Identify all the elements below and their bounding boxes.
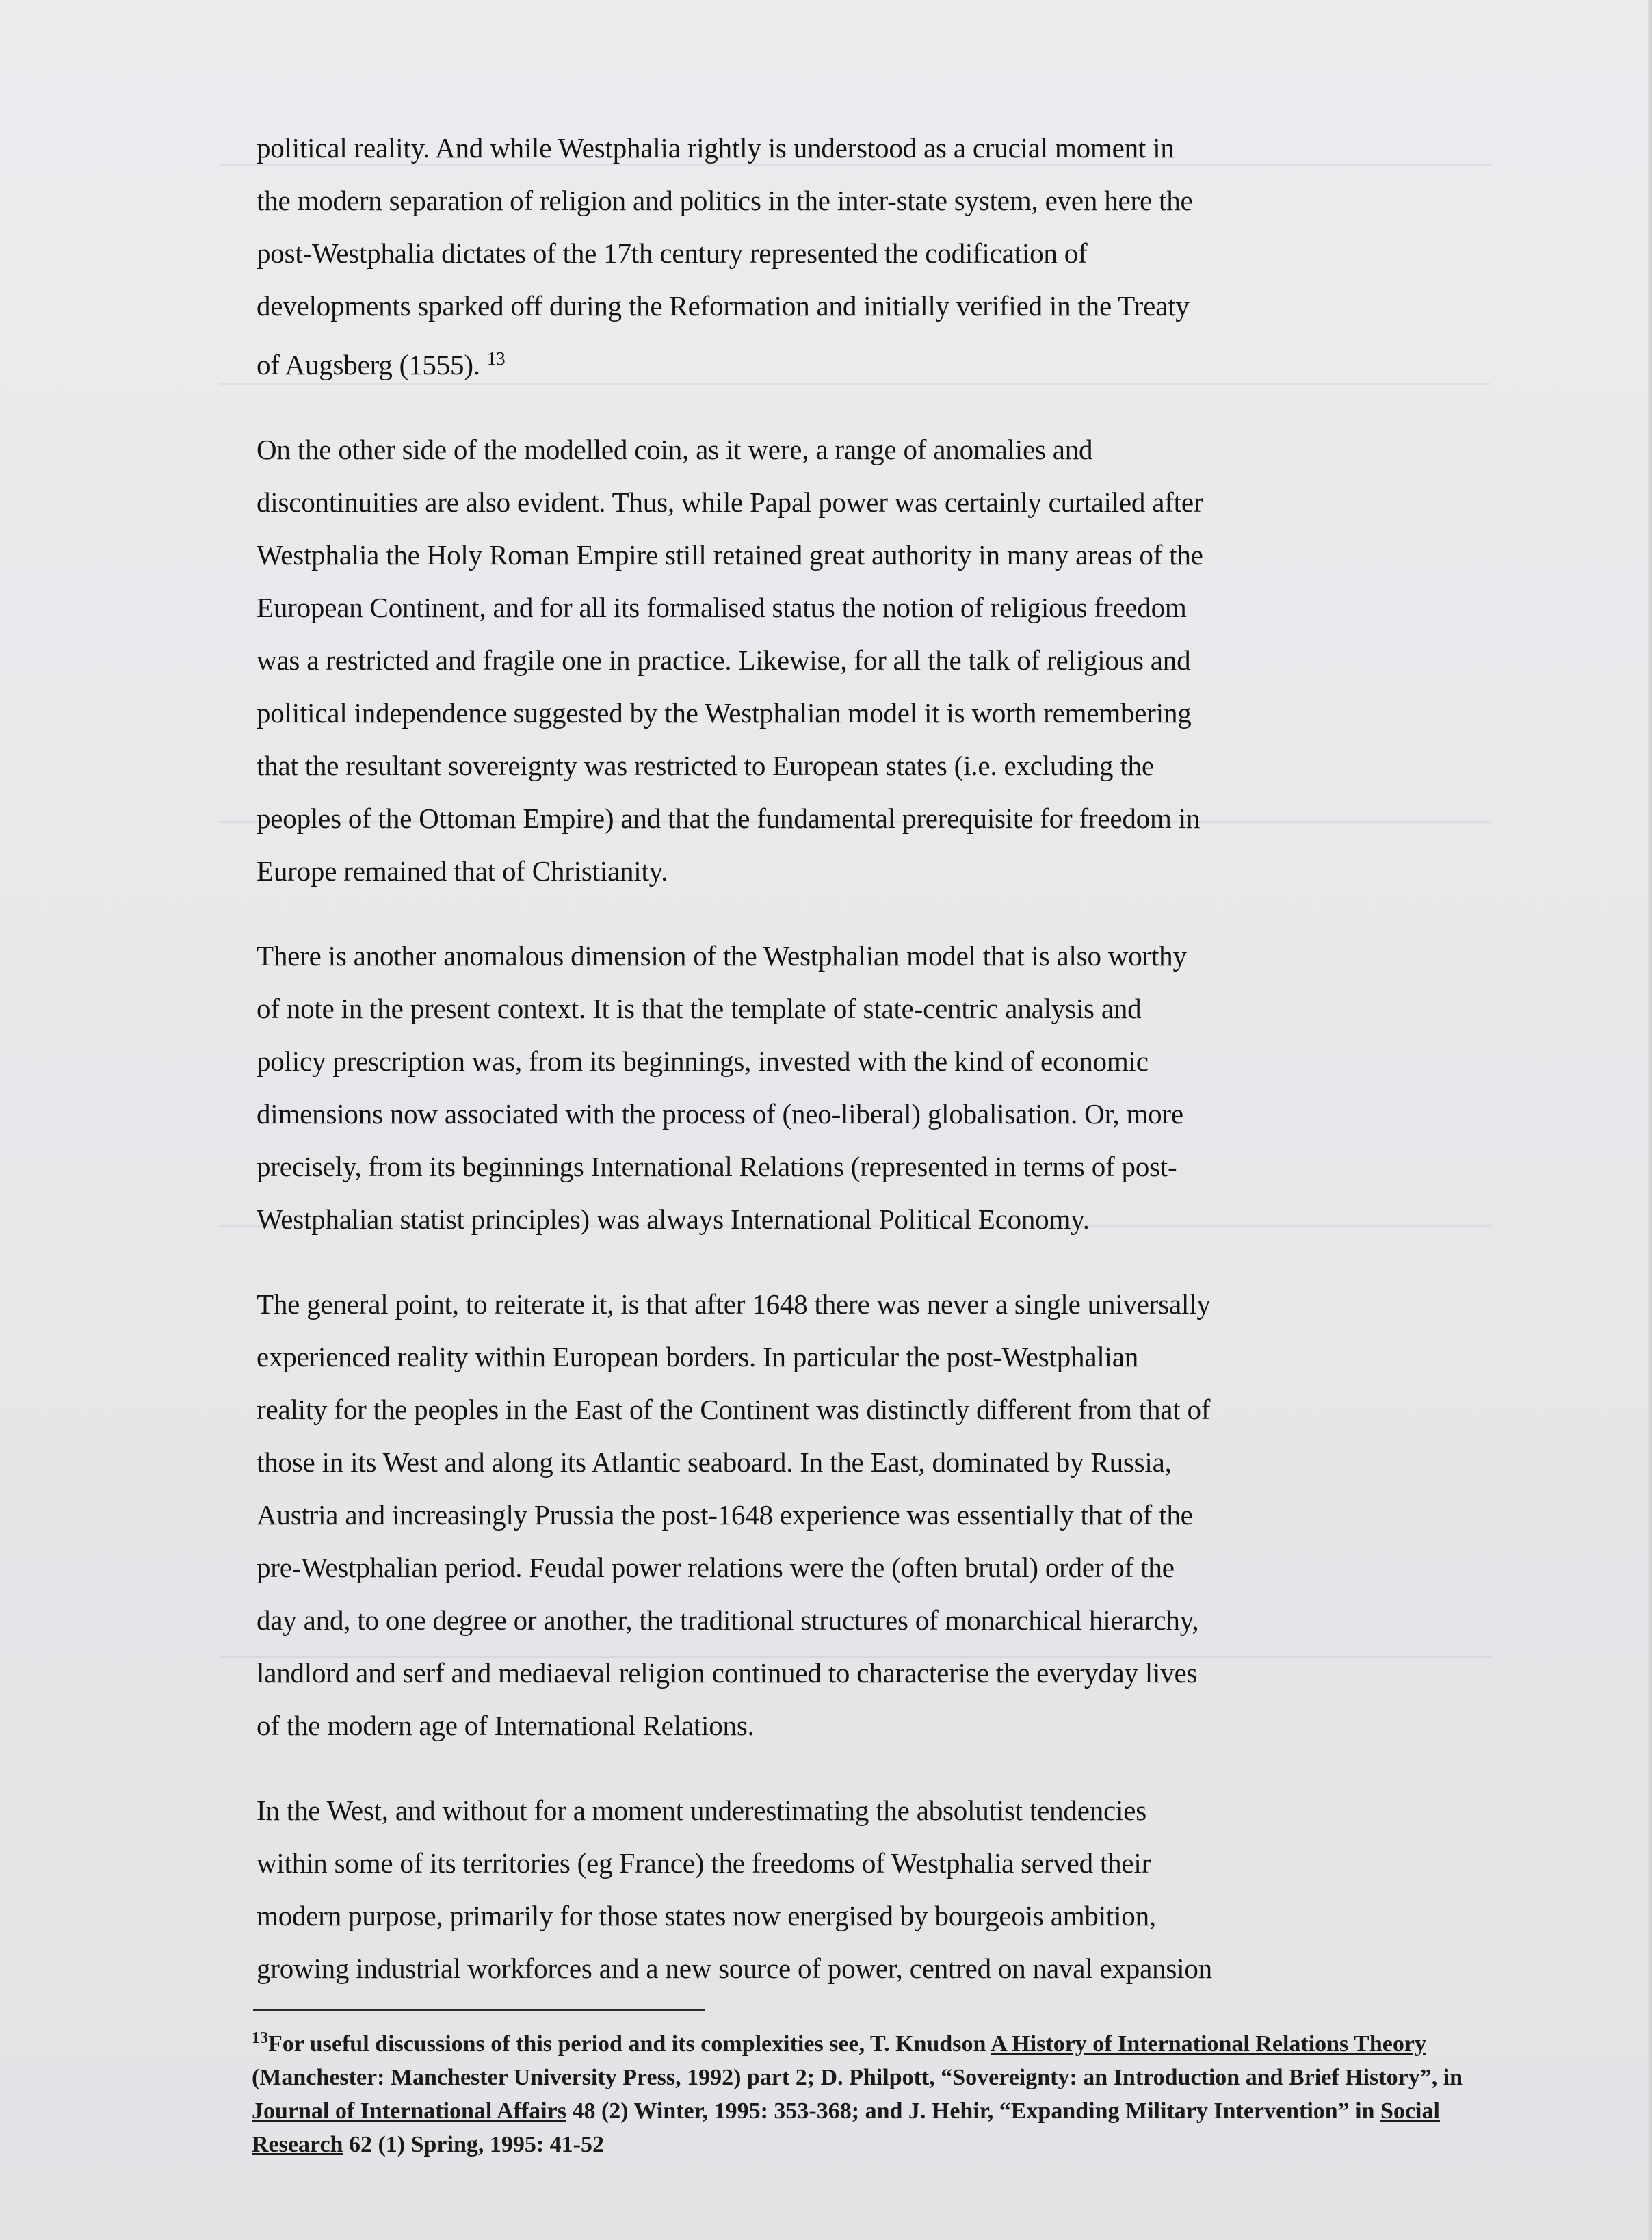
footnote-number: 13 bbox=[252, 2029, 268, 2047]
footnote-text-4: 62 (1) Spring, 1995: 41-52 bbox=[343, 2132, 605, 2157]
paragraph-2: On the other side of the modelled coin, as it were, a range of anomalies and discontinuities are also evident. Thus, while Papal power was certainly curtailed after Westphalia the Holy Roman Empire still retained great authority in many areas of the European Continent, and for all its formalised status the notion of religious freedom was a restricted and fragile one in practice. Likewise, for all the talk of religious and political independence suggested by the Westphalian model it is worth remembering that the resultant sovereignty was restricted to European states (i.e. excluding the peoples of the Ottoman Empire) and that the fundamental prerequisite for freedom in Europe remained that of Christianity. bbox=[257, 434, 1203, 887]
footnote bbox=[252, 2022, 1483, 2161]
footnote-divider bbox=[253, 2009, 705, 2011]
paragraph-3: There is another anomalous dimension of the Westphalian model that is also worthy of note in the present context. It is that the template of state-centric analysis and policy prescription was, from its beginnings, invested with the kind of economic dimensions now associated with the process of (neo-liberal) globalisation. Or, more precisely, from its beginnings International Relations (represented in terms of post- Westphalian statist principles) was always International Political Economy. bbox=[257, 940, 1187, 1235]
footnote-reference: 13 bbox=[486, 348, 506, 369]
footnote-text-3: 48 (2) Winter, 1995: 353-368; and J. Hehir, “Expanding Military Intervention” in bbox=[566, 2098, 1381, 2124]
body-text bbox=[257, 122, 1481, 2027]
paragraph-5: In the West, and without for a moment underestimating the absolutist tendencies within some of its territories (eg France) the freedoms of Westphalia served their modern purpose, primarily for those states now energised by bourgeois ambition, growing industrial workforces and a new source of power, centred on naval expansion bbox=[257, 1795, 1212, 1984]
footnote-text-1: For useful discussions of this period and its complexities see, T. Knudson bbox=[268, 2031, 991, 2057]
page-edge bbox=[1648, 0, 1652, 2240]
footnote-text-2: (Manchester: Manchester University Press, 1992) part 2; D. Philpott, “Sovereignty: an Introduction and Brief History”, in bbox=[252, 2065, 1463, 2090]
footnote-journal-title: Journal of International Affairs bbox=[252, 2098, 566, 2124]
paragraph-1 bbox=[257, 122, 1481, 391]
footnote-book-title: A History of International Relations Theory bbox=[991, 2031, 1426, 2057]
paragraph-1-text: political reality. And while Westphalia rightly is understood as a crucial moment in the modern separation of religion and politics in the inter-state system, even here the post-Westphalia dictates of the 17th century represented the codification of developments sparked off during the Reformation and initially verified in the Treaty of Augsberg (1555). bbox=[257, 132, 1193, 380]
paragraph-4: The general point, to reiterate it, is that after 1648 there was never a single universally experienced reality within European borders. In particular the post-Westphalian reality for the peoples in the East of the Continent was distinctly different from that of those in its West and along its Atlantic seaboard. In the East, dominated by Russia, Austria and increasingly Prussia the post-1648 experience was essentially that of the pre-Westphalian period. Feudal power relations were the (often brutal) order of the day and, to one degree or another, the traditional structures of monarchical hierarchy, landlord and serf and mediaeval religion continued to characterise the everyday lives of the modern age of International Relations. bbox=[257, 1288, 1211, 1741]
footnote-journal-title-2: Social Research bbox=[252, 2098, 1440, 2157]
